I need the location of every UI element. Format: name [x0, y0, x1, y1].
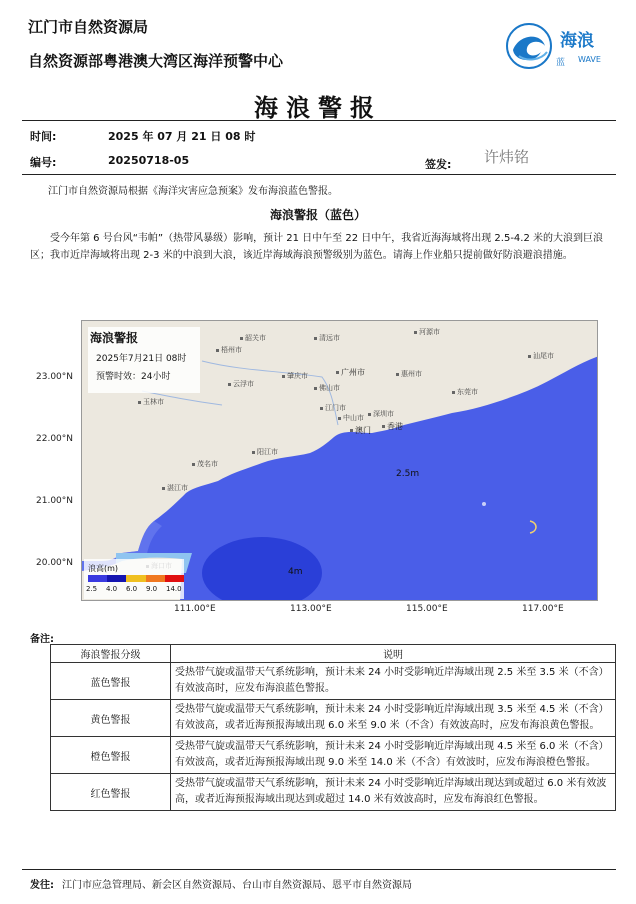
legend-tick: 9.0 [146, 585, 158, 593]
divider-footer [22, 869, 616, 870]
map-box-title: 海浪警报 [90, 331, 139, 345]
table-header-level: 海浪警报分级 [51, 645, 171, 663]
logo-text: 海浪 [560, 31, 594, 51]
desc-cell: 受热带气旋或温带天气系统影响，预计未来 24 小时受影响近岸海域出现达到或超过 6.0 米有效波高，或者近海预报海域出现达到或超过 14.0 米有效波高时，应发布海浪红色警报。 [171, 774, 616, 811]
desc-cell: 受热带气旋或温带天气系统影响，预计未来 24 小时受影响近岸海域出现 4.5 米至 6.0 米（不含）有效波高，或者近海预报海域出现 9.0 米至 14.0 米（不含）有效波时，应发布海浪橙色警报。 [171, 737, 616, 774]
table-header-row [51, 645, 616, 663]
table-header-desc: 说明 [171, 645, 616, 663]
city-maoming: 茂名市 [192, 459, 218, 469]
city-shanwei: 汕尾市 [528, 351, 554, 361]
warning-map [81, 320, 598, 601]
map-box-date: 2025年7月21日 08时 [96, 354, 187, 364]
legend-swatch [126, 575, 145, 582]
divider-meta [22, 174, 616, 175]
warning-subtitle: 海浪警报（蓝色） [269, 208, 366, 222]
legend-swatch [165, 575, 184, 582]
legend-tick: 2.5 [86, 585, 98, 593]
legend-swatch [88, 575, 107, 582]
legend-tick: 4.0 [106, 585, 118, 593]
wave-label-2-5: 2.5m [396, 469, 420, 479]
lat-label: 22.00°N [36, 434, 73, 444]
desc-cell: 受热带气旋或温带天气系统影响，预计未来 24 小时受影响近岸海域出现 2.5 米至 3.5 米（不含）有效波高时，应发布海浪蓝色警报。 [171, 663, 616, 700]
city-zhanjiang: 湛江市 [162, 483, 188, 493]
table-row [51, 737, 616, 774]
time-label: 时间: [30, 130, 57, 143]
city-shaoguan: 韶关市 [240, 333, 266, 343]
city-jiangmen: 江门市 [320, 403, 346, 413]
desc-cell: 受热带气旋或温带天气系统影响，预计未来 24 小时受影响近岸海域出现 3.5 米至 4.5 米（不含）有效波高，或者近海预报海域出现 6.0 米至 9.0 米（不含）有效波高时，应发布海浪黄色警报。 [171, 700, 616, 737]
city-qingyuan: 清远市 [314, 333, 340, 343]
city-yunfu: 云浮市 [228, 379, 254, 389]
number-value: 20250718-05 [108, 154, 190, 167]
city-yangjiang: 阳江市 [252, 447, 278, 457]
wave-height-legend [84, 559, 184, 599]
signer-label: 签发: [425, 158, 452, 171]
city-dongguan: 东莞市 [452, 387, 478, 397]
city-zhongshan: 中山市 [338, 413, 364, 423]
city-foshan: 佛山市 [314, 383, 340, 393]
level-cell: 橙色警报 [51, 737, 171, 774]
divider-top [22, 120, 616, 121]
send-to-value: 江门市应急管理局、新会区自然资源局、台山市自然资源局、恩平市自然资源局 [62, 880, 412, 891]
level-cell: 红色警报 [51, 774, 171, 811]
org-name-center: 自然资源部粤港澳大湾区海洋预警中心 [28, 52, 284, 70]
table-row [51, 663, 616, 700]
signer-signature: 许炜铭 [484, 148, 530, 166]
warning-level-table [50, 644, 616, 811]
wave-label-4: 4m [288, 567, 303, 577]
legend-swatch [146, 575, 165, 582]
table-row [51, 700, 616, 737]
notes-label: 备注: [30, 634, 54, 645]
time-value: 2025 年 07 月 21 日 08 时 [108, 130, 256, 143]
city-heyuan: 河源市 [414, 327, 440, 337]
lat-label: 23.00°N [36, 372, 73, 382]
city-wuzhou: 梧州市 [216, 345, 242, 355]
page-title: 海浪警报 [254, 94, 382, 122]
level-cell: 蓝色警报 [51, 663, 171, 700]
lon-label: 117.00°E [522, 604, 564, 614]
org-name-city: 江门市自然资源局 [28, 18, 149, 36]
logo-sub-en: WAVE [578, 55, 601, 64]
lat-label: 20.00°N [36, 558, 73, 568]
city-zhaoqing: 肇庆市 [282, 371, 308, 381]
city-huizhou: 惠州市 [396, 369, 422, 379]
number-label: 编号: [30, 156, 57, 169]
intro-text: 江门市自然资源局根据《海洋灾害应急预案》发布海浪蓝色警报。 [48, 186, 338, 197]
warning-body: 受今年第 6 号台风“韦帕”（热带风暴级）影响，预计 21 日中午至 22 日中午，我省近海海域将出现 2.5-4.2 米的大浪到巨浪区；我市近岸海域将出现 2-3 米的中浪到大浪，该近岸海域海浪预警级别为蓝色。请海上作业船只提前做好防浪避浪措施。 [30, 233, 604, 261]
city-yulin: 玉林市 [138, 397, 164, 407]
lon-label: 113.00°E [290, 604, 332, 614]
city-guangzhou: 广州市 [336, 367, 365, 378]
city-shenzhen: 深圳市 [368, 409, 394, 419]
lon-label: 111.00°E [174, 604, 216, 614]
level-cell: 黄色警报 [51, 700, 171, 737]
legend-color-bar [88, 575, 184, 582]
map-box-valid: 预警时效：24小时 [96, 372, 171, 382]
legend-title: 浪高(m) [88, 564, 119, 573]
lon-label: 115.00°E [406, 604, 448, 614]
legend-tick: 14.0 [166, 585, 182, 593]
logo-sub-cn: 蓝 [556, 58, 566, 68]
legend-swatch [107, 575, 126, 582]
city-xianggang: 香港 [382, 421, 403, 432]
city-aomen: 澳门 [350, 425, 371, 436]
table-row [51, 774, 616, 811]
send-to-label: 发往: [30, 880, 54, 891]
legend-tick: 6.0 [126, 585, 138, 593]
lat-label: 21.00°N [36, 496, 73, 506]
